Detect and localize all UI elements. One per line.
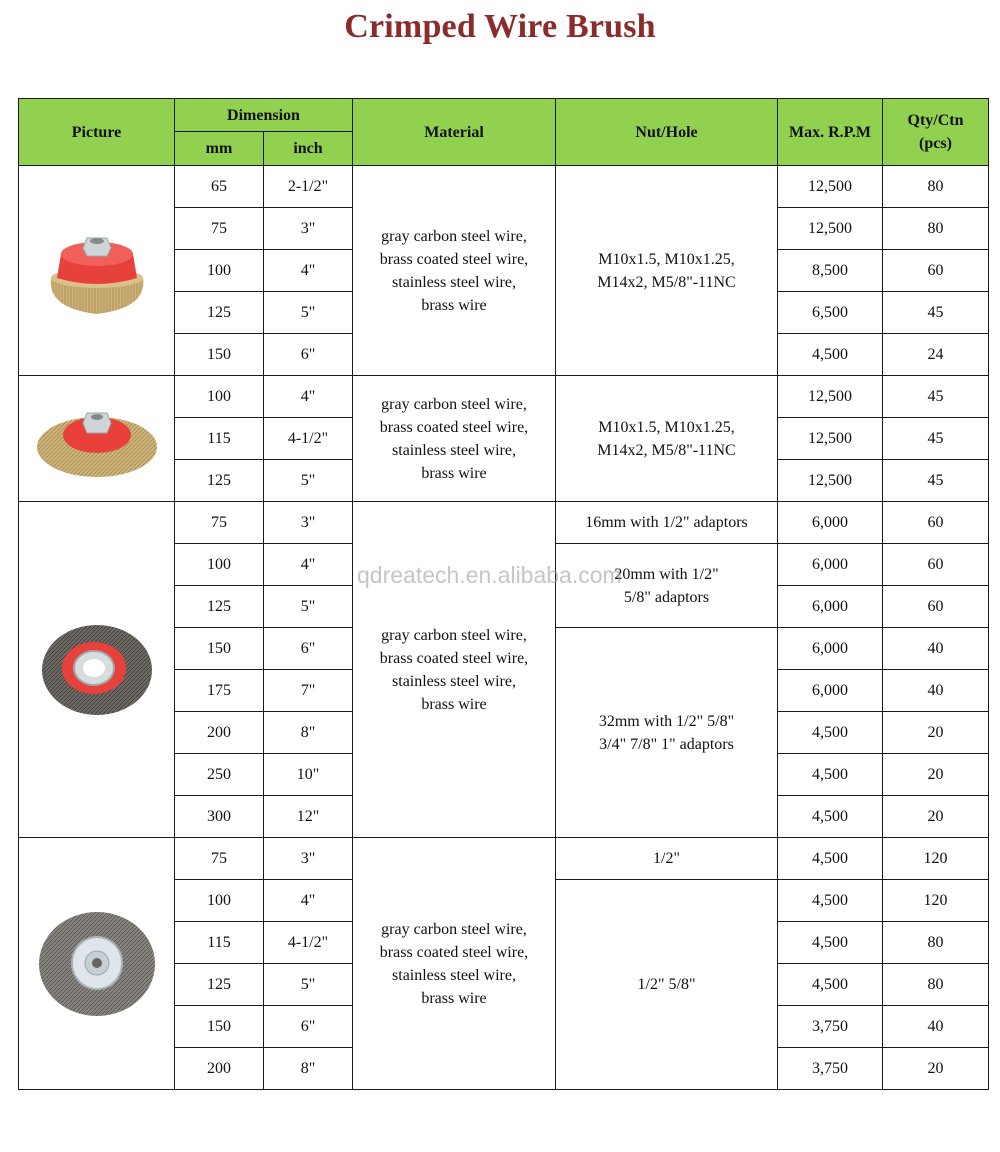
cell-qty: 45 <box>883 292 989 334</box>
cell-qty: 80 <box>883 922 989 964</box>
nut-hole-line: M10x1.5, M10x1.25, <box>598 418 735 436</box>
cell-max-rpm: 8,500 <box>778 250 883 292</box>
cell-max-rpm: 6,500 <box>778 292 883 334</box>
cell-qty: 24 <box>883 334 989 376</box>
cell-mm: 125 <box>175 460 264 502</box>
cell-mm: 125 <box>175 964 264 1006</box>
material-line: brass coated steel wire, <box>379 250 529 268</box>
cell-material <box>353 376 556 502</box>
cell-inch: 5" <box>264 292 353 334</box>
cell-inch: 10" <box>264 754 353 796</box>
cell-mm: 250 <box>175 754 264 796</box>
cell-inch: 3" <box>264 208 353 250</box>
header-max-rpm: Max. R.P.M <box>778 99 883 166</box>
cell-max-rpm: 4,500 <box>778 922 883 964</box>
cell-nut-hole <box>556 838 778 880</box>
cell-qty: 60 <box>883 586 989 628</box>
cell-max-rpm: 6,000 <box>778 628 883 670</box>
cell-mm: 115 <box>175 922 264 964</box>
cell-qty: 60 <box>883 544 989 586</box>
cell-max-rpm: 4,500 <box>778 964 883 1006</box>
cell-max-rpm: 6,000 <box>778 502 883 544</box>
cell-inch: 12" <box>264 796 353 838</box>
cell-qty: 60 <box>883 250 989 292</box>
nut-hole-line: M14x2, M5/8"-11NC <box>597 441 736 459</box>
cell-mm: 100 <box>175 544 264 586</box>
cell-qty: 120 <box>883 838 989 880</box>
cell-inch: 4-1/2" <box>264 418 353 460</box>
cell-qty: 45 <box>883 460 989 502</box>
cell-qty: 45 <box>883 376 989 418</box>
cell-qty: 80 <box>883 166 989 208</box>
cell-mm: 75 <box>175 502 264 544</box>
header-picture: Picture <box>19 99 175 166</box>
cell-inch: 5" <box>264 964 353 1006</box>
nut-hole-line: M10x1.5, M10x1.25, <box>598 250 735 268</box>
cell-max-rpm: 3,750 <box>778 1006 883 1048</box>
material-line: stainless steel wire, <box>392 273 516 291</box>
table-row <box>19 376 989 418</box>
cell-inch: 6" <box>264 334 353 376</box>
nut-hole-line: 20mm with 1/2" <box>614 565 719 583</box>
cell-nut-hole <box>556 880 778 1090</box>
cell-mm: 150 <box>175 334 264 376</box>
cell-inch: 2-1/2" <box>264 166 353 208</box>
cell-nut-hole <box>556 502 778 544</box>
nut-hole-line: 16mm with 1/2" adaptors <box>585 514 748 531</box>
spec-table <box>18 98 989 1090</box>
cell-inch: 4" <box>264 880 353 922</box>
cell-inch: 3" <box>264 838 353 880</box>
cell-inch: 4" <box>264 250 353 292</box>
cell-inch: 4" <box>264 544 353 586</box>
cell-max-rpm: 12,500 <box>778 418 883 460</box>
cell-mm: 115 <box>175 418 264 460</box>
cell-inch: 5" <box>264 460 353 502</box>
nut-hole-line: M14x2, M5/8"-11NC <box>597 273 736 291</box>
header-inch: inch <box>264 132 353 166</box>
cell-max-rpm: 4,500 <box>778 712 883 754</box>
nut-hole-line: 1/2" <box>653 850 680 867</box>
cell-inch: 5" <box>264 586 353 628</box>
nut-hole-line: 1/2" 5/8" <box>637 976 696 993</box>
cell-inch: 4-1/2" <box>264 922 353 964</box>
cell-qty: 120 <box>883 880 989 922</box>
material-line: stainless steel wire, <box>392 966 516 984</box>
cell-mm: 125 <box>175 586 264 628</box>
cell-material <box>353 502 556 838</box>
material-line: gray carbon steel wire, <box>381 227 527 245</box>
page-title: Crimped Wire Brush <box>344 8 656 45</box>
cell-qty: 80 <box>883 208 989 250</box>
crimped-cup-brush-red-image <box>19 166 175 376</box>
material-line: brass coated steel wire, <box>379 649 529 667</box>
cell-max-rpm: 4,500 <box>778 796 883 838</box>
cell-nut-hole <box>556 628 778 838</box>
material-line: stainless steel wire, <box>392 672 516 690</box>
material-line: brass coated steel wire, <box>379 943 529 961</box>
cell-max-rpm: 4,500 <box>778 754 883 796</box>
cell-mm: 200 <box>175 712 264 754</box>
cell-max-rpm: 12,500 <box>778 460 883 502</box>
cell-mm: 75 <box>175 838 264 880</box>
cell-inch: 3" <box>264 502 353 544</box>
header-dimension: Dimension <box>175 99 353 132</box>
cell-max-rpm: 4,500 <box>778 880 883 922</box>
cell-max-rpm: 6,000 <box>778 670 883 712</box>
header-qty-line1: Qty/Ctn <box>907 112 964 129</box>
cell-max-rpm: 6,000 <box>778 586 883 628</box>
cell-inch: 8" <box>264 1048 353 1090</box>
cell-max-rpm: 4,500 <box>778 334 883 376</box>
cell-mm: 125 <box>175 292 264 334</box>
cell-nut-hole <box>556 544 778 628</box>
header-mm: mm <box>175 132 264 166</box>
cell-qty: 40 <box>883 1006 989 1048</box>
material-line: gray carbon steel wire, <box>381 626 527 644</box>
material-line: brass wire <box>421 989 487 1007</box>
cell-mm: 100 <box>175 250 264 292</box>
cell-nut-hole <box>556 376 778 502</box>
cell-mm: 75 <box>175 208 264 250</box>
cell-qty: 20 <box>883 796 989 838</box>
cell-qty: 60 <box>883 502 989 544</box>
cell-mm: 150 <box>175 1006 264 1048</box>
cell-inch: 4" <box>264 376 353 418</box>
nut-hole-line: 5/8" adaptors <box>623 588 710 606</box>
spec-table-body <box>19 166 989 1090</box>
cell-mm: 200 <box>175 1048 264 1090</box>
table-row <box>19 838 989 880</box>
material-line: stainless steel wire, <box>392 441 516 459</box>
cell-qty: 40 <box>883 670 989 712</box>
cell-max-rpm: 4,500 <box>778 838 883 880</box>
material-line: brass wire <box>421 464 487 482</box>
cell-mm: 150 <box>175 628 264 670</box>
header-material: Material <box>353 99 556 166</box>
header-qty-ctn <box>883 99 989 166</box>
cell-qty: 20 <box>883 754 989 796</box>
cell-inch: 7" <box>264 670 353 712</box>
cell-qty: 20 <box>883 712 989 754</box>
table-row <box>19 502 989 544</box>
cell-inch: 6" <box>264 1006 353 1048</box>
material-line: brass wire <box>421 695 487 713</box>
cell-inch: 8" <box>264 712 353 754</box>
material-line: gray carbon steel wire, <box>381 920 527 938</box>
header-nut-hole: Nut/Hole <box>556 99 778 166</box>
cell-mm: 100 <box>175 376 264 418</box>
watermark: qdreatech.en.alibaba.com <box>357 562 622 588</box>
cell-mm: 175 <box>175 670 264 712</box>
nut-hole-line: 3/4" 7/8" 1" adaptors <box>599 735 734 753</box>
cell-mm: 65 <box>175 166 264 208</box>
cell-material <box>353 838 556 1090</box>
cell-nut-hole <box>556 166 778 376</box>
cell-max-rpm: 12,500 <box>778 376 883 418</box>
crimped-bevel-brush-red-image <box>19 376 175 502</box>
material-line: gray carbon steel wire, <box>381 395 527 413</box>
cell-max-rpm: 12,500 <box>778 208 883 250</box>
cell-qty: 45 <box>883 418 989 460</box>
crimped-wheel-brush-red-hub-image <box>19 502 175 838</box>
cell-max-rpm: 12,500 <box>778 166 883 208</box>
cell-qty: 40 <box>883 628 989 670</box>
cell-material <box>353 166 556 376</box>
table-row <box>19 166 989 208</box>
crimped-wheel-brush-steel-hub-image <box>19 838 175 1090</box>
cell-max-rpm: 6,000 <box>778 544 883 586</box>
cell-mm: 300 <box>175 796 264 838</box>
material-line: brass wire <box>421 296 487 314</box>
cell-inch: 6" <box>264 628 353 670</box>
nut-hole-line: 32mm with 1/2" 5/8" <box>598 712 735 730</box>
cell-qty: 80 <box>883 964 989 1006</box>
cell-qty: 20 <box>883 1048 989 1090</box>
cell-mm: 100 <box>175 880 264 922</box>
cell-max-rpm: 3,750 <box>778 1048 883 1090</box>
material-line: brass coated steel wire, <box>379 418 529 436</box>
header-qty-line2: (pcs) <box>919 135 952 152</box>
